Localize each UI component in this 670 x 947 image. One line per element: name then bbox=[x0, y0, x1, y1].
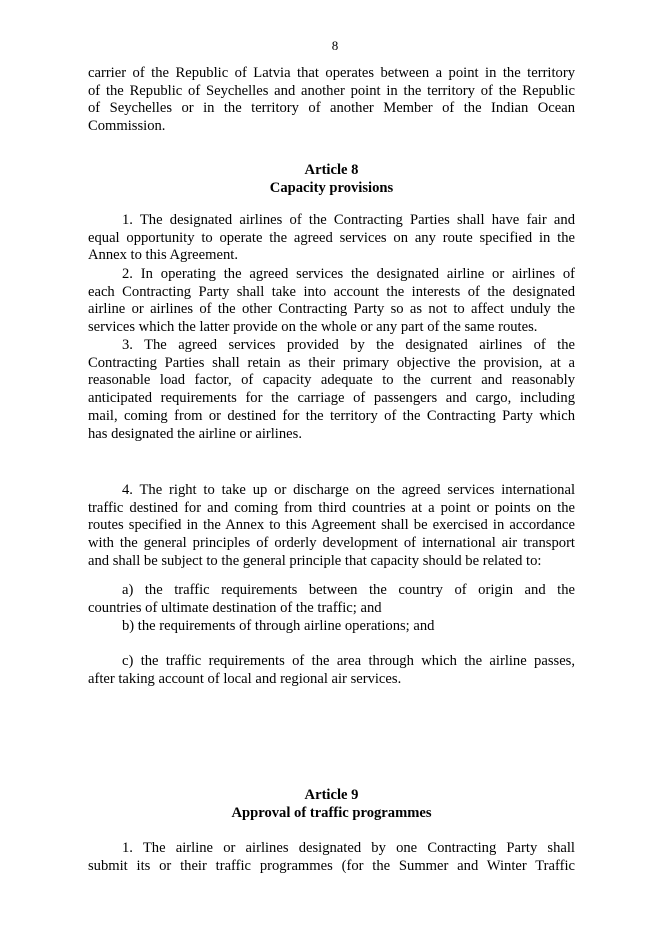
text-line: mail, coming from or destined for the territory of the Contracting Party which bbox=[88, 407, 575, 424]
text-line: each Contracting Party shall take into account the interests of the designated bbox=[88, 283, 575, 300]
text-line: reasonable load factor, of capacity adequate to the current and reasonably bbox=[88, 372, 575, 389]
text-line: traffic destined for and coming from third countries at a point or points on the bbox=[88, 499, 575, 516]
intro-paragraph bbox=[88, 65, 575, 136]
page-number: 8 bbox=[331, 38, 339, 53]
text-line: and shall be subject to the general principle that capacity should be related to: bbox=[88, 552, 542, 569]
text-line: submit its or their traffic programmes (for the Summer and Winter Traffic bbox=[88, 857, 575, 874]
article-9-paragraph-1 bbox=[88, 840, 575, 875]
article-8-title: Capacity provisions bbox=[269, 180, 394, 196]
text-line: 1. The designated airlines of the Contracting Parties shall have fair and bbox=[122, 212, 575, 228]
text-line: Annex to this Agreement. bbox=[88, 247, 238, 264]
text-line: of the Republic of Seychelles and another point in the territory of the Republic bbox=[88, 82, 575, 99]
article-9-title: Approval of traffic programmes bbox=[231, 805, 432, 821]
article-8-item-b bbox=[88, 618, 575, 636]
article-8-paragraph-1 bbox=[88, 212, 575, 265]
text-line: equal opportunity to operate the agreed services on any route specified in the bbox=[88, 229, 575, 246]
text-line: 2. In operating the agreed services the designated airline or airlines of bbox=[122, 266, 575, 282]
text-line: Commission. bbox=[88, 118, 166, 135]
text-line: 1. The airline or airlines designated by one Contracting Party shall bbox=[122, 840, 575, 856]
article-8-paragraph-4 bbox=[88, 482, 575, 571]
text-line: services which the latter provide on the whole or any part of the same routes. bbox=[88, 319, 538, 336]
text-line: Contracting Parties shall retain as their primary objective the provision, at a bbox=[88, 354, 575, 371]
text-line: a) the traffic requirements between the country of origin and the bbox=[122, 582, 575, 598]
text-line: routes specified in the Annex to this Agreement shall be exercised in accordance bbox=[88, 517, 575, 534]
article-8-item-c bbox=[88, 653, 575, 688]
text-line: airline or airlines of the other Contracting Party so as not to affect unduly the bbox=[88, 301, 575, 318]
text-line: of Seychelles or in the territory of another Member of the Indian Ocean bbox=[88, 100, 575, 117]
text-line: b) the requirements of through airline operations; and bbox=[122, 618, 435, 634]
text-line: 4. The right to take up or discharge on the agreed services international bbox=[122, 482, 575, 498]
article-9-heading: Article 9 bbox=[304, 787, 359, 803]
text-line: anticipated requirements for the carriage of passengers and cargo, including bbox=[88, 390, 575, 407]
text-line: carrier of the Republic of Latvia that operates between a point in the territory bbox=[88, 65, 575, 81]
article-8-paragraph-2 bbox=[88, 266, 575, 337]
text-line: 3. The agreed services provided by the designated airlines of the bbox=[122, 337, 575, 353]
article-8-item-a bbox=[88, 582, 575, 617]
text-line: c) the traffic requirements of the area through which the airline passes, bbox=[122, 653, 575, 669]
text-line: with the general principles of orderly development of international air transport bbox=[88, 535, 575, 552]
text-line: countries of ultimate destination of the traffic; and bbox=[88, 599, 382, 616]
article-8-paragraph-3 bbox=[88, 337, 575, 443]
text-line: after taking account of local and regional air services. bbox=[88, 670, 402, 687]
article-8-heading: Article 8 bbox=[304, 162, 359, 178]
text-line: has designated the airline or airlines. bbox=[88, 425, 302, 442]
